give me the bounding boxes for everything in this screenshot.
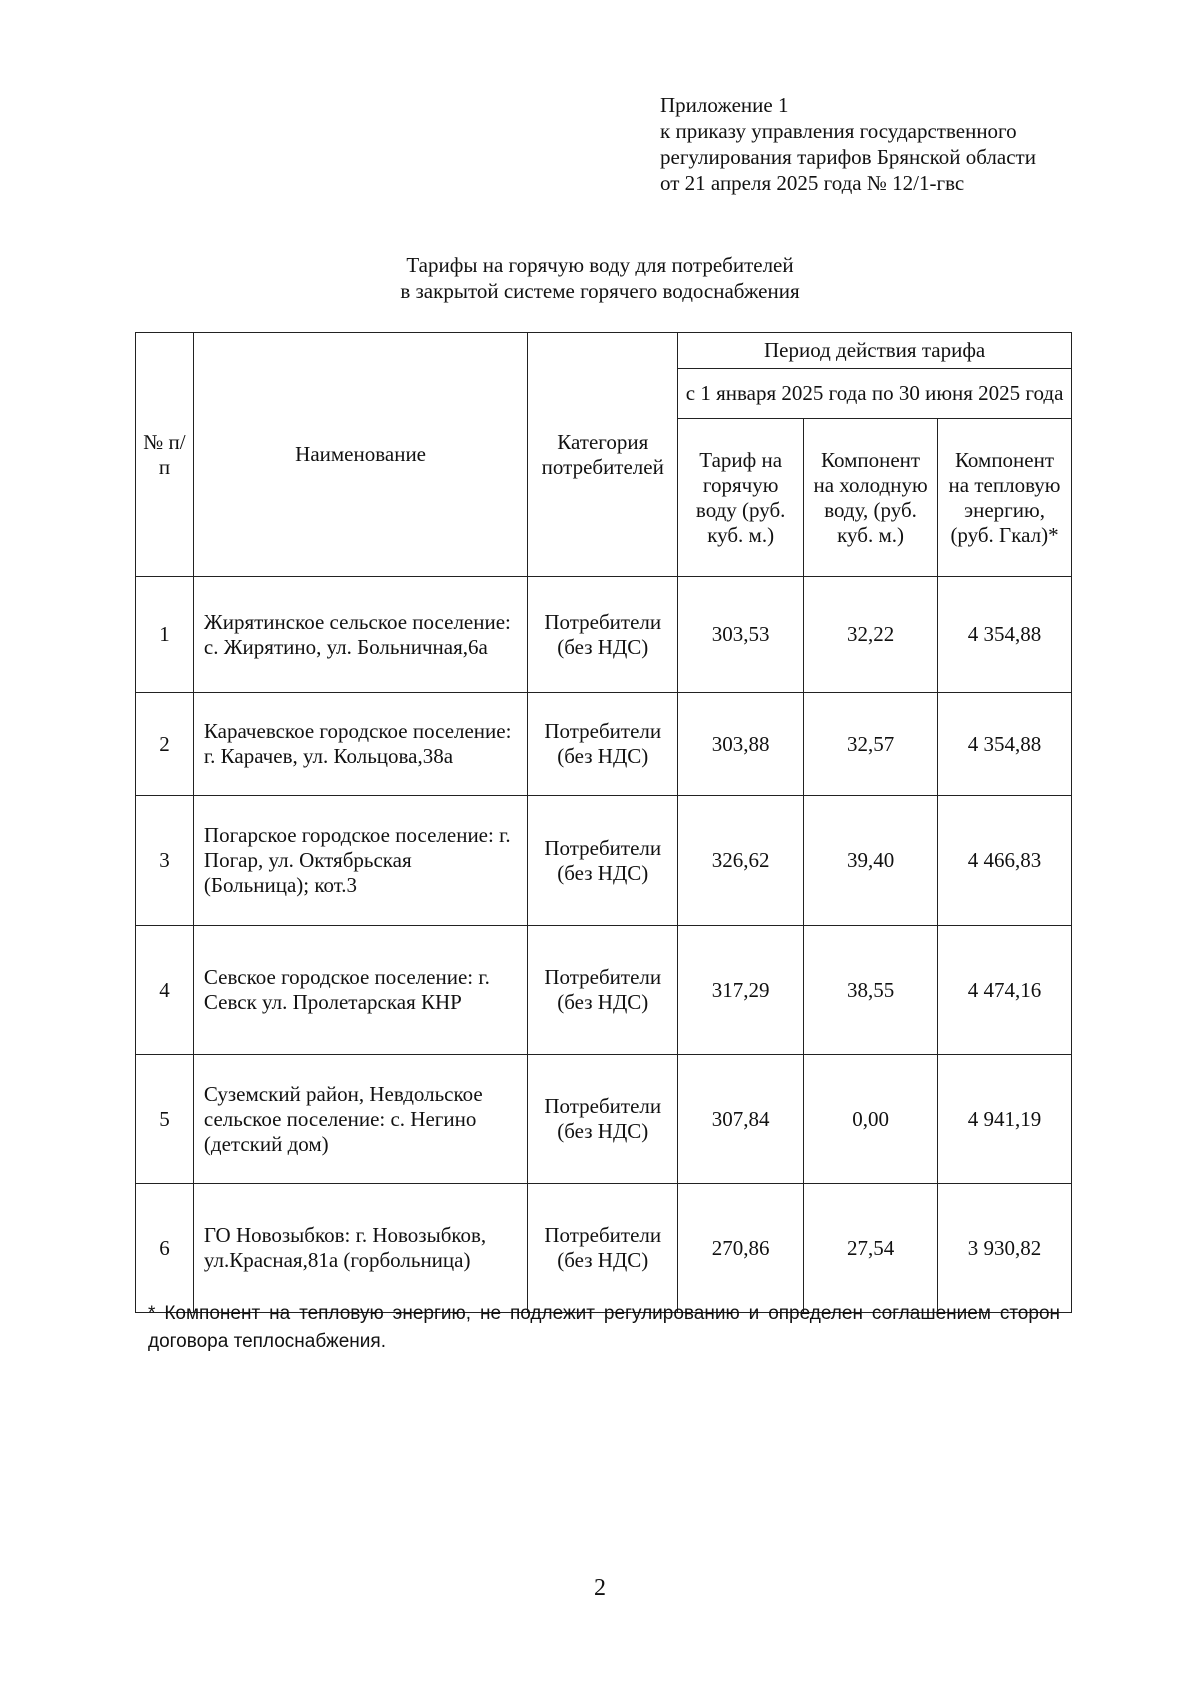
row-number: 1 bbox=[136, 577, 194, 693]
row-cold-water: 32,57 bbox=[804, 693, 938, 796]
header-number: № п/п bbox=[136, 333, 194, 577]
appendix-header bbox=[660, 92, 1036, 196]
header-period-range: с 1 января 2025 года по 30 июня 2025 года bbox=[678, 369, 1072, 419]
row-cold-water: 32,22 bbox=[804, 577, 938, 693]
appendix-line-2: к приказу управления государственного bbox=[660, 119, 1017, 143]
row-hot-water: 326,62 bbox=[678, 796, 804, 926]
row-category: Потребители (без НДС) bbox=[528, 1184, 678, 1313]
row-number: 3 bbox=[136, 796, 194, 926]
row-name: Суземский район, Невдольское сельское поселение: с. Негино (детский дом) bbox=[193, 1055, 527, 1184]
row-hot-water: 303,88 bbox=[678, 693, 804, 796]
row-name: Погарское городское поселение: г. Погар, ул. Октябрьская (Больница); кот.3 bbox=[193, 796, 527, 926]
row-number: 6 bbox=[136, 1184, 194, 1313]
document-title bbox=[0, 252, 1200, 304]
row-category: Потребители (без НДС) bbox=[528, 1055, 678, 1184]
row-category: Потребители (без НДС) bbox=[528, 926, 678, 1055]
row-cold-water: 27,54 bbox=[804, 1184, 938, 1313]
page-number: 2 bbox=[594, 1575, 606, 1601]
table-row bbox=[136, 577, 1072, 693]
row-category: Потребители (без НДС) bbox=[528, 796, 678, 926]
row-thermal: 4 474,16 bbox=[938, 926, 1072, 1055]
header-cold-water: Компонент на холодную воду, (руб. куб. м.) bbox=[804, 419, 938, 577]
row-thermal: 4 354,88 bbox=[938, 693, 1072, 796]
row-number: 4 bbox=[136, 926, 194, 1055]
row-cold-water: 39,40 bbox=[804, 796, 938, 926]
table-row bbox=[136, 693, 1072, 796]
row-name: Жирятинское сельское поселение: с. Жирятино, ул. Больничная,6а bbox=[193, 577, 527, 693]
footnote: * Компонент на тепловую энергию, не подлежит регулированию и определен соглашением сторон договора теплоснабжения. bbox=[148, 1303, 1060, 1352]
header-period: Период действия тарифа bbox=[678, 333, 1072, 369]
row-thermal: 3 930,82 bbox=[938, 1184, 1072, 1313]
table-row bbox=[136, 1184, 1072, 1313]
header-thermal: Компонент на тепловую энергию, (руб. Гкал)* bbox=[938, 419, 1072, 577]
row-thermal: 4 354,88 bbox=[938, 577, 1072, 693]
row-hot-water: 303,53 bbox=[678, 577, 804, 693]
row-number: 5 bbox=[136, 1055, 194, 1184]
appendix-line-4: от 21 апреля 2025 года № 12/1-гвс bbox=[660, 171, 965, 195]
row-hot-water: 270,86 bbox=[678, 1184, 804, 1313]
table-row bbox=[136, 796, 1072, 926]
header-name: Наименование bbox=[193, 333, 527, 577]
title-line-2: в закрытой системе горячего водоснабжения bbox=[400, 279, 800, 303]
row-name: ГО Новозыбков: г. Новозыбков, ул.Красная,81а (горбольница) bbox=[193, 1184, 527, 1313]
row-category: Потребители (без НДС) bbox=[528, 693, 678, 796]
row-cold-water: 0,00 bbox=[804, 1055, 938, 1184]
row-category: Потребители (без НДС) bbox=[528, 577, 678, 693]
appendix-line-1: Приложение 1 bbox=[660, 93, 789, 117]
row-cold-water: 38,55 bbox=[804, 926, 938, 1055]
row-name: Севское городское поселение: г. Севск ул. Пролетарская КНР bbox=[193, 926, 527, 1055]
table-row bbox=[136, 1055, 1072, 1184]
table-row bbox=[136, 926, 1072, 1055]
header-hot-water: Тариф на горячую воду (руб. куб. м.) bbox=[678, 419, 804, 577]
title-line-1: Тарифы на горячую воду для потребителей bbox=[406, 253, 794, 277]
row-hot-water: 317,29 bbox=[678, 926, 804, 1055]
row-thermal: 4 941,19 bbox=[938, 1055, 1072, 1184]
row-thermal: 4 466,83 bbox=[938, 796, 1072, 926]
row-number: 2 bbox=[136, 693, 194, 796]
row-hot-water: 307,84 bbox=[678, 1055, 804, 1184]
row-name: Карачевское городское поселение: г. Карачев, ул. Кольцова,38а bbox=[193, 693, 527, 796]
tariffs-table bbox=[135, 332, 1072, 1313]
header-category: Категория потребителей bbox=[528, 333, 678, 577]
appendix-line-3: регулирования тарифов Брянской области bbox=[660, 145, 1036, 169]
